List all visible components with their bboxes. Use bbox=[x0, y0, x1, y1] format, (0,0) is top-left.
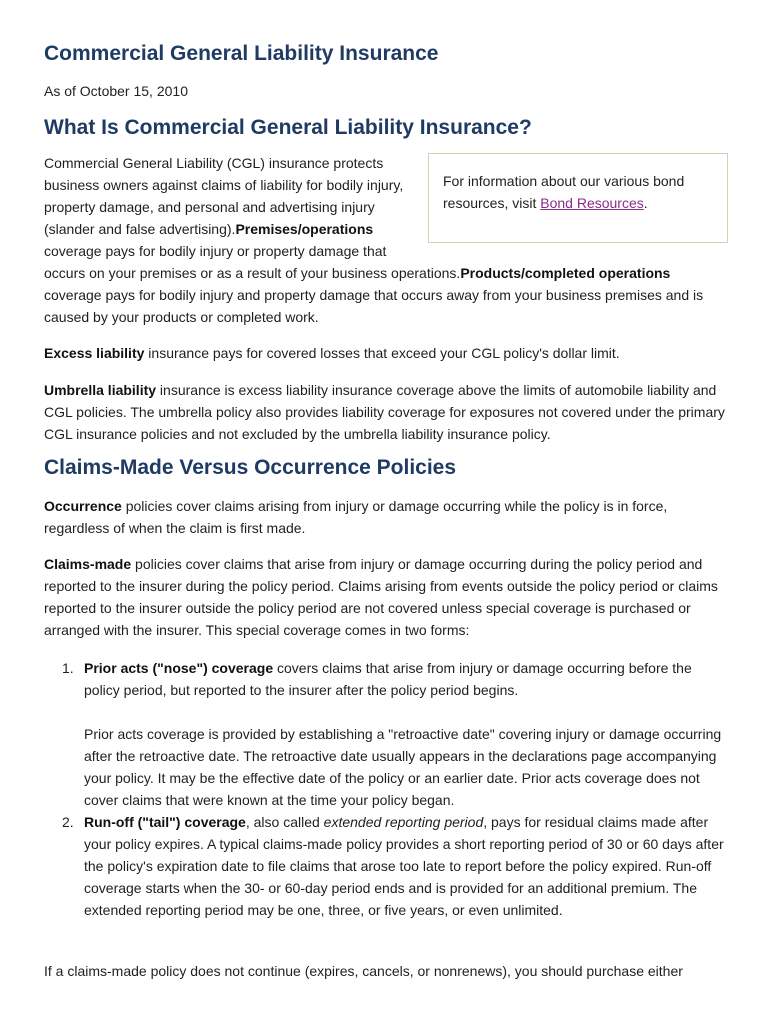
umbrella-liability-term: Umbrella liability bbox=[44, 382, 157, 398]
run-off-text-1: , also called bbox=[245, 814, 324, 830]
date-line: As of October 15, 2010 bbox=[44, 83, 188, 99]
excess-liability-text: insurance pays for covered losses that exceed your CGL policy's dollar limit. bbox=[144, 345, 620, 361]
premises-operations-term: Premises/operations bbox=[235, 221, 374, 237]
claims-made-term: Claims-made bbox=[44, 556, 132, 572]
extended-reporting-period-term: extended reporting period bbox=[323, 814, 484, 830]
callout-period: . bbox=[643, 195, 648, 211]
callout-text: For information about our various bond resources, visit bbox=[443, 173, 685, 211]
prior-acts-term: Prior acts ("nose") coverage bbox=[84, 660, 274, 676]
prior-acts-text: covers claims that arise from injury or damage occurring before the policy period, but reported to the insurer after the policy period begins. bbox=[84, 660, 692, 698]
intro-text-1: Commercial General Liability (CGL) insurance protects business owners against claims of liability for bodily injury, property damage, and personal and advertising injury (slander and false advertising). bbox=[44, 155, 404, 237]
bond-resources-callout bbox=[428, 153, 728, 243]
excess-liability-term: Excess liability bbox=[44, 345, 145, 361]
list-item-number: 1. bbox=[62, 660, 74, 676]
intro-text-3: coverage pays for bodily injury and property damage that occurs away from your business premises and is caused by your products or completed work. bbox=[44, 287, 704, 325]
intro-paragraph bbox=[44, 152, 728, 328]
claims-made-paragraph bbox=[44, 553, 728, 641]
products-completed-operations-term: Products/completed operations bbox=[460, 265, 671, 281]
bond-resources-link[interactable]: Bond Resources bbox=[540, 195, 644, 211]
excess-liability-paragraph bbox=[44, 342, 728, 364]
list-item-number: 2. bbox=[62, 814, 74, 830]
coverage-forms-list bbox=[44, 657, 728, 921]
page-title: Commercial General Liability Insurance bbox=[44, 42, 439, 65]
umbrella-liability-text: insurance is excess liability insurance coverage above the limits of automobile liability and CGL policies. The umbrella policy also provides liability coverage for exposures not covered under the primary CGL insurance policies and not excluded by the umbrella liability insurance policy. bbox=[44, 382, 725, 442]
final-paragraph: If a claims-made policy does not continue (expires, cancels, or nonrenews), you should purchase either bbox=[44, 963, 683, 979]
prior-acts-detail: Prior acts coverage is provided by establishing a "retroactive date" covering injury or damage occurring after the retroactive date. The retroactive date usually appears in the declarations page accompanying your policy. It may be the effective date of the policy or an earlier date. Prior acts coverage does not cover claims that were known at the time your policy began. bbox=[84, 726, 722, 808]
occurrence-paragraph bbox=[44, 495, 728, 539]
occurrence-text: policies cover claims arising from injury or damage occurring while the policy is in force, regardless of when the claim is first made. bbox=[44, 498, 668, 536]
section-heading-what-is-cgl: What Is Commercial General Liability Insurance? bbox=[44, 116, 532, 139]
run-off-term: Run-off ("tail") coverage bbox=[84, 814, 246, 830]
list-item bbox=[44, 657, 728, 811]
claims-made-text: policies cover claims that arise from injury or damage occurring during the policy period and reported to the insurer during the policy period. Claims arising from events outside the policy period or claims reported to the insurer outside the policy period are not covered unless special coverage is purchased or arranged with the insurer. This special coverage comes in two forms: bbox=[44, 556, 718, 638]
umbrella-liability-paragraph bbox=[44, 379, 728, 445]
run-off-text-2: , pays for residual claims made after your policy expires. A typical claims-made policy provides a short reporting period of 30 or 60 days after the policy's expiration date to file claims that arose too late to report before the policy expired. Run-off coverage starts when the 30- or 60-day period ends and is provided for an additional premium. The extended reporting period may be one, three, or five years, or even unlimited. bbox=[84, 814, 724, 918]
list-item bbox=[44, 811, 728, 921]
list-item-spacer bbox=[84, 701, 728, 723]
intro-text-2: coverage pays for bodily injury or property damage that occurs on your premises or as a result of your business operations. bbox=[44, 243, 461, 281]
occurrence-term: Occurrence bbox=[44, 498, 122, 514]
section-heading-claims-made: Claims-Made Versus Occurrence Policies bbox=[44, 456, 457, 479]
